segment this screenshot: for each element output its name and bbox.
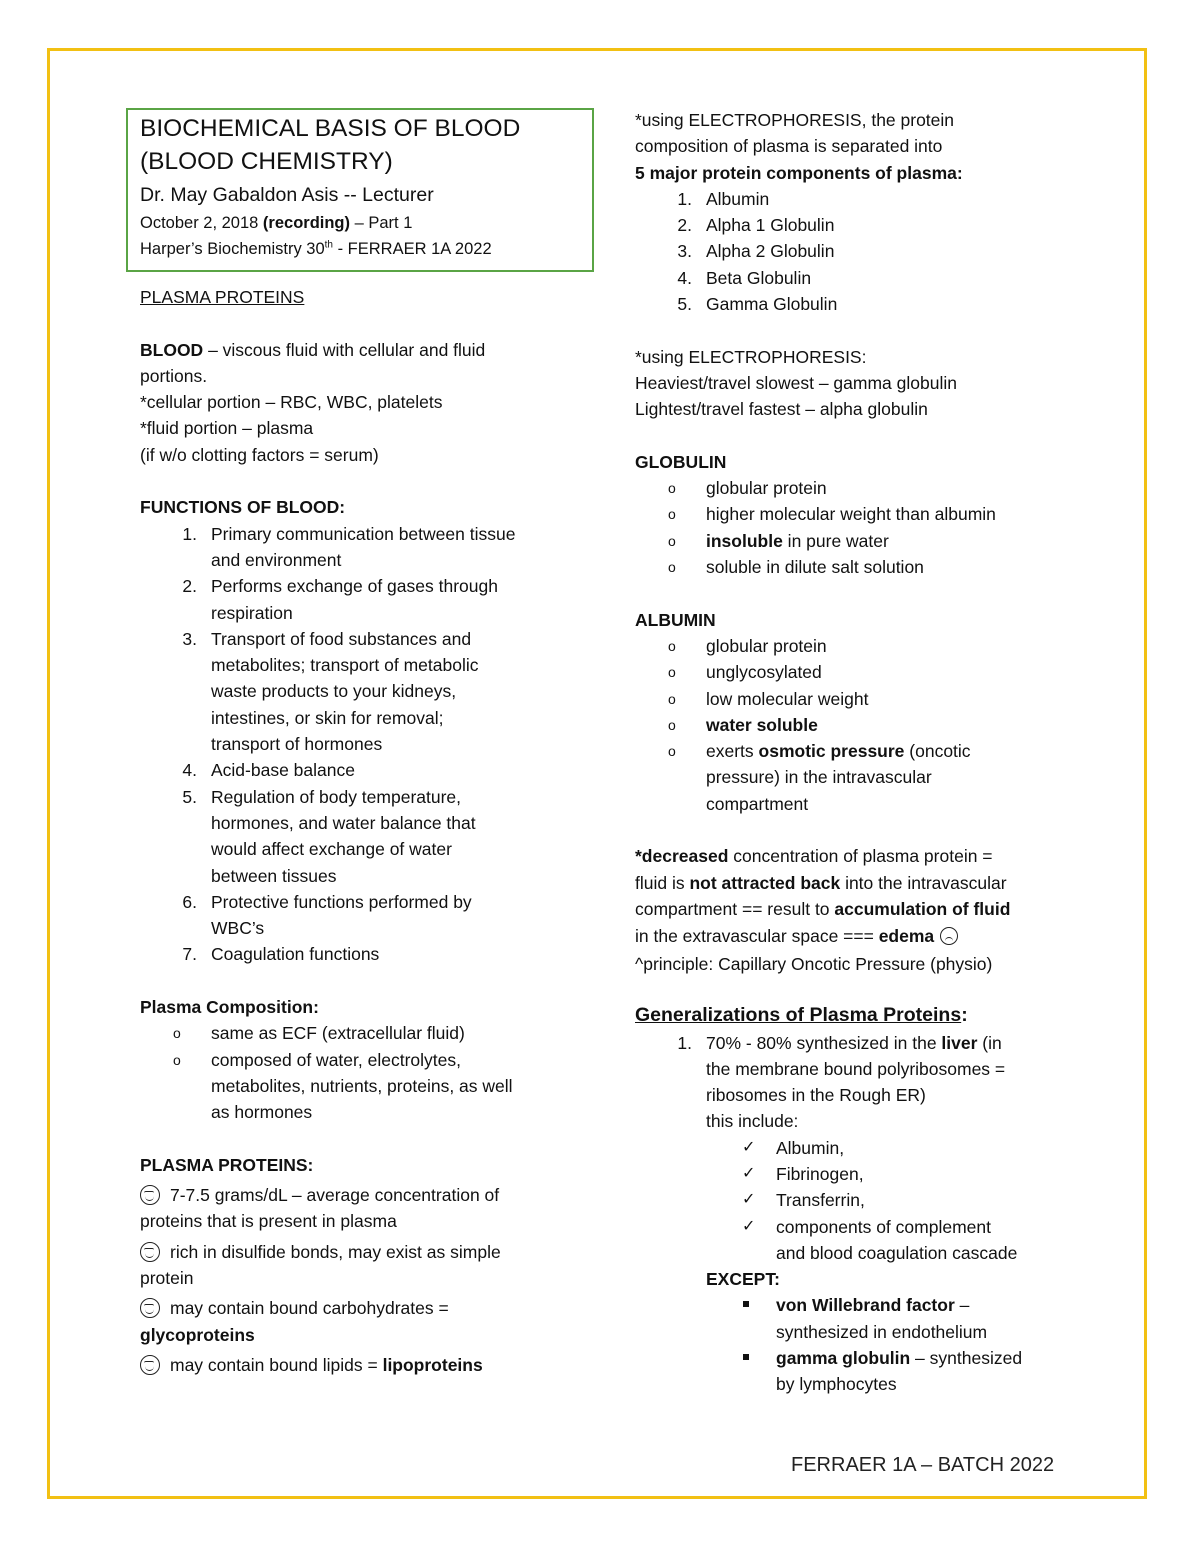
component-item: 4. Beta Globulin: [677, 267, 812, 288]
globulin-item: o globular protein: [668, 478, 827, 499]
smiley-icon: [140, 1242, 160, 1262]
components-heading: 5 major protein components of plasma:: [635, 162, 963, 183]
albumin-item: o unglycosylated: [668, 662, 822, 683]
components-list: [635, 186, 1075, 317]
document-subtitle: (BLOOD CHEMISTRY): [140, 148, 393, 175]
globulin-item: o soluble in dilute salt solution: [668, 557, 924, 578]
composition-item: o composed of water, electrolytes, metabolites, nutrients, proteins, as well as hormones: [173, 1049, 513, 1123]
albumin-item: o water soluble: [668, 714, 818, 735]
fluid-portion: *fluid portion – plasma: [140, 418, 314, 439]
composition-list: [140, 1020, 580, 1125]
pp-item-cont: glycoproteins: [140, 1324, 255, 1345]
function-item: 3. Transport of food substances and metabolites; transport of metabolic waste products to your kidneys, intestines, or skin for removal; transport of hormones: [182, 628, 479, 755]
right-column: [635, 107, 1075, 1398]
check-item: ✓ components of complement: [635, 1214, 1075, 1240]
cellular-portion: *cellular portion – RBC, WBC, platelets: [140, 392, 443, 413]
checks-list: [635, 1135, 1075, 1240]
function-item: 4. Acid-base balance: [182, 760, 355, 781]
component-item: 5. Gamma Globulin: [677, 294, 838, 315]
pp-item: may contain bound carbohydrates =: [140, 1295, 580, 1321]
checkmark-icon: ✓: [742, 1164, 756, 1182]
albumin-item: o globular protein: [668, 635, 827, 656]
footer-text: FERRAER 1A – BATCH 2022: [791, 1454, 1055, 1476]
electrophoresis-note-cont: composition of plasma is separated into: [635, 136, 943, 157]
albumin-item: o exerts osmotic pressure (oncotic pressure) in the intravascular compartment: [668, 741, 971, 814]
left-column: [140, 284, 580, 1378]
function-item: 2. Performs exchange of gases through respiration: [182, 576, 498, 623]
function-item: 7. Coagulation functions: [182, 944, 380, 965]
pp-item: 7-7.5 grams/dL – average concentration of: [140, 1182, 580, 1208]
component-item: 2. Alpha 1 Globulin: [677, 215, 835, 236]
generalizations-heading: Generalizations of Plasma Proteins:: [635, 1003, 968, 1026]
decreased-note-cont: fluid is not attracted back into the intravascular: [635, 872, 1007, 893]
smiley-icon: [140, 1355, 160, 1375]
component-item: 1. Albumin: [677, 188, 770, 209]
date-line: October 2, 2018 (recording) – Part 1: [140, 214, 413, 232]
electrophoresis-note-2: *using ELECTROPHORESIS:: [635, 346, 867, 367]
except-item: gamma globulin – synthesized by lymphocytes: [635, 1345, 1075, 1398]
globulin-item: o insoluble in pure water: [668, 530, 889, 551]
function-item: 1. Primary communication between tissue and environment: [182, 523, 516, 570]
serum-note: (if w/o clotting factors = serum): [140, 444, 379, 465]
checkmark-icon: ✓: [742, 1191, 756, 1209]
checkmark-icon: ✓: [742, 1138, 756, 1156]
functions-heading: FUNCTIONS OF BLOOD:: [140, 497, 346, 518]
generalization-item: 1. 70% - 80% synthesized in the liver (in the membrane bound polyribosomes = ribosomes in the Rough ER) this include:: [677, 1032, 1006, 1132]
check-item: ✓ Fibrinogen,: [635, 1161, 1075, 1187]
pp-item: may contain bound lipids = lipoproteins: [140, 1352, 580, 1378]
reference-line: Harper’s Biochemistry 30th - FERRAER 1A 2022: [140, 239, 492, 258]
except-item: von Willebrand factor – synthesized in endothelium: [635, 1292, 1075, 1345]
pp-heading: PLASMA PROTEINS:: [140, 1154, 314, 1175]
pp-item-cont: proteins that is present in plasma: [140, 1211, 397, 1232]
except-heading: EXCEPT:: [706, 1269, 780, 1290]
lecturer-line: Dr. May Gabaldon Asis -- Lecturer: [140, 184, 434, 206]
checkmark-icon: ✓: [742, 1217, 756, 1235]
square-bullet-icon: [743, 1354, 749, 1360]
albumin-heading: ALBUMIN: [635, 609, 716, 630]
frown-icon: [940, 927, 958, 945]
heaviest-line: Heaviest/travel slowest – gamma globulin: [635, 372, 957, 393]
composition-heading: Plasma Composition:: [140, 997, 319, 1018]
composition-item: o same as ECF (extracellular fluid): [173, 1023, 465, 1044]
pp-item: rich in disulfide bonds, may exist as simple: [140, 1239, 580, 1265]
decreased-note: *decreased concentration of plasma protein =: [635, 846, 993, 867]
title-box: [126, 108, 594, 272]
decreased-note-cont: in the extravascular space === edema: [635, 922, 1075, 951]
square-bullet-icon: [743, 1301, 749, 1307]
check-item: ✓ Transferrin,: [635, 1187, 1075, 1213]
smiley-icon: [140, 1185, 160, 1205]
plasma-proteins-heading: PLASMA PROTEINS: [140, 287, 305, 307]
principle-line: ^principle: Capillary Oncotic Pressure (physio): [635, 954, 993, 975]
function-item: 5. Regulation of body temperature, hormones, and water balance that would affect exchange of water between tissues: [182, 786, 476, 886]
blood-definition-cont: portions.: [140, 365, 208, 386]
albumin-item: o low molecular weight: [668, 688, 869, 709]
functions-list: [140, 521, 580, 968]
decreased-note-cont: compartment == result to accumulation of fluid: [635, 898, 1011, 919]
check-item: ✓ Albumin,: [635, 1135, 1075, 1161]
electrophoresis-note: *using ELECTROPHORESIS, the protein: [635, 110, 955, 130]
component-item: 3. Alpha 2 Globulin: [677, 241, 835, 262]
function-item: 6. Protective functions performed by WBC’s: [182, 891, 472, 939]
smiley-icon: [140, 1298, 160, 1318]
lightest-line: Lightest/travel fastest – alpha globulin: [635, 399, 928, 420]
check-item-cont: and blood coagulation cascade: [776, 1242, 1018, 1263]
document-title: BIOCHEMICAL BASIS OF BLOOD: [140, 115, 521, 142]
pp-item-cont: protein: [140, 1267, 194, 1288]
blood-definition: BLOOD – viscous fluid with cellular and fluid: [140, 339, 486, 360]
globulin-heading: GLOBULIN: [635, 451, 727, 472]
globulin-item: o higher molecular weight than albumin: [668, 504, 996, 525]
